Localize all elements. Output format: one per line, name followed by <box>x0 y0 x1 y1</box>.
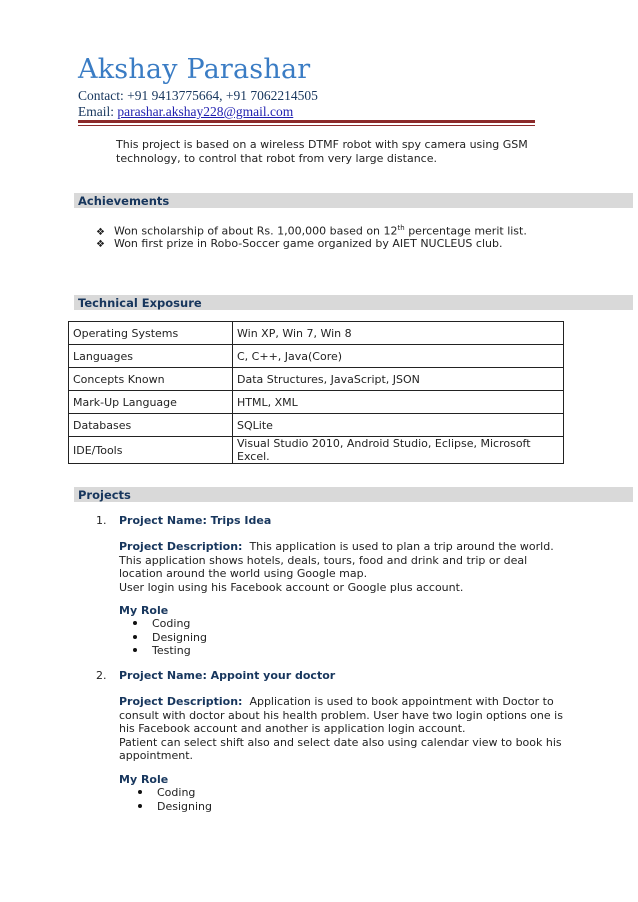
list-item <box>133 617 207 631</box>
description-line: User login using his Facebook account or Google plus account. <box>119 580 464 594</box>
achievement-text-end: percentage merit list. <box>404 224 527 238</box>
table-key-cell: Operating Systems <box>69 322 233 345</box>
project-name-label: Project Name <box>119 514 203 527</box>
table-row <box>69 391 564 414</box>
technical-exposure-title: Technical Exposure <box>78 296 202 310</box>
description-line: appointment. <box>119 749 194 762</box>
project-description <box>119 695 589 763</box>
description-line: location around the world using Google map. <box>119 567 368 580</box>
role-text: Coding <box>157 786 196 799</box>
list-item <box>133 631 207 645</box>
role-text: Designing <box>157 799 212 813</box>
header-divider-thin <box>78 125 535 126</box>
project-name-label: Project Name <box>119 669 203 682</box>
email-link[interactable]: parashar.akshay228@gmail.com <box>117 104 294 119</box>
role-list <box>133 617 207 658</box>
role-text: Designing <box>152 630 207 644</box>
project-number: 1. <box>96 514 107 527</box>
project-description-label: Project Description: <box>119 695 243 708</box>
project-name-heading: Project Name: Appoint your doctor <box>119 669 336 682</box>
bullet-dot-icon <box>138 790 142 794</box>
email-line <box>78 104 293 120</box>
list-item <box>138 786 212 800</box>
email-label: Email: <box>78 104 114 119</box>
candidate-name: Akshay Parashar <box>78 54 311 85</box>
description-line: consult with doctor about his health problem. User have two login options one is <box>119 708 563 722</box>
achievement-item <box>96 237 502 250</box>
project-name-value: Appoint your doctor <box>210 669 336 682</box>
project-name-heading: Project Name: Trips Idea <box>119 514 272 527</box>
achievement-superscript: th <box>397 224 405 232</box>
project-number: 2. <box>96 669 107 682</box>
achievement-text: Won first prize in Robo-Soccer game organized by AIET NUCLEUS club. <box>113 237 503 250</box>
projects-title: Projects <box>78 488 131 502</box>
technical-table <box>68 321 564 464</box>
table-row <box>69 414 564 437</box>
projects-section-bar <box>74 487 633 502</box>
bullet-dot-icon <box>133 621 137 625</box>
description-line: This application is used to plan a trip around the world. <box>249 540 554 553</box>
diamond-bullet-icon: ❖ <box>96 226 105 238</box>
bullet-dot-icon <box>133 648 137 652</box>
bullet-dot-icon <box>138 804 142 808</box>
table-key-cell: Languages <box>69 345 233 368</box>
table-row <box>69 368 564 391</box>
role-text: Testing <box>152 644 191 657</box>
summary-line: This project is based on a wireless DTMF robot with spy camera using GSM <box>116 138 528 151</box>
summary-line: technology, to control that robot from very large distance. <box>116 151 437 165</box>
table-value-cell: Win XP, Win 7, Win 8 <box>233 322 564 345</box>
project-description-label: Project Description: <box>119 540 243 553</box>
header-divider <box>78 120 535 123</box>
table-value-cell: HTML, XML <box>233 391 564 414</box>
contact-line <box>78 88 318 104</box>
table-value-cell: SQLite <box>233 414 564 437</box>
description-line: his Facebook account and another is application login account. <box>119 722 466 735</box>
table-value-cell: Data Structures, JavaScript, JSON <box>233 368 564 391</box>
my-role-title: My Role <box>119 773 169 786</box>
list-item <box>133 644 207 658</box>
list-item <box>138 800 212 814</box>
description-line: This application shows hotels, deals, tours, food and drink and trip or deal <box>119 553 528 567</box>
table-value-cell: Visual Studio 2010, Android Studio, Eclipse, Microsoft Excel. <box>233 437 564 464</box>
bullet-dot-icon <box>133 635 137 639</box>
description-line: Patient can select shift also and select date also using calendar view to book his <box>119 735 562 749</box>
table-key-cell: IDE/Tools <box>69 437 233 464</box>
table-value-cell: C, C++, Java(Core) <box>233 345 564 368</box>
achievement-item <box>96 224 527 238</box>
contact-label: Contact: <box>78 88 124 103</box>
table-row <box>69 322 564 345</box>
role-list <box>138 786 212 813</box>
contact-phones: +91 9413775664, +91 7062214505 <box>127 88 318 103</box>
achievement-text: Won scholarship of about Rs. 1,00,000 based on 12 <box>113 224 398 238</box>
role-text: Coding <box>152 617 191 630</box>
summary-paragraph <box>116 138 546 165</box>
table-key-cell: Databases <box>69 414 233 437</box>
description-line: Application is used to book appointment with Doctor to <box>249 695 554 708</box>
table-key-cell: Concepts Known <box>69 368 233 391</box>
project-name-value: Trips Idea <box>210 514 272 527</box>
achievements-title: Achievements <box>78 194 170 208</box>
project-description <box>119 540 579 594</box>
table-row <box>69 345 564 368</box>
diamond-bullet-icon: ❖ <box>96 239 105 250</box>
table-key-cell: Mark-Up Language <box>69 391 233 414</box>
my-role-title: My Role <box>119 604 169 617</box>
table-row <box>69 437 564 464</box>
